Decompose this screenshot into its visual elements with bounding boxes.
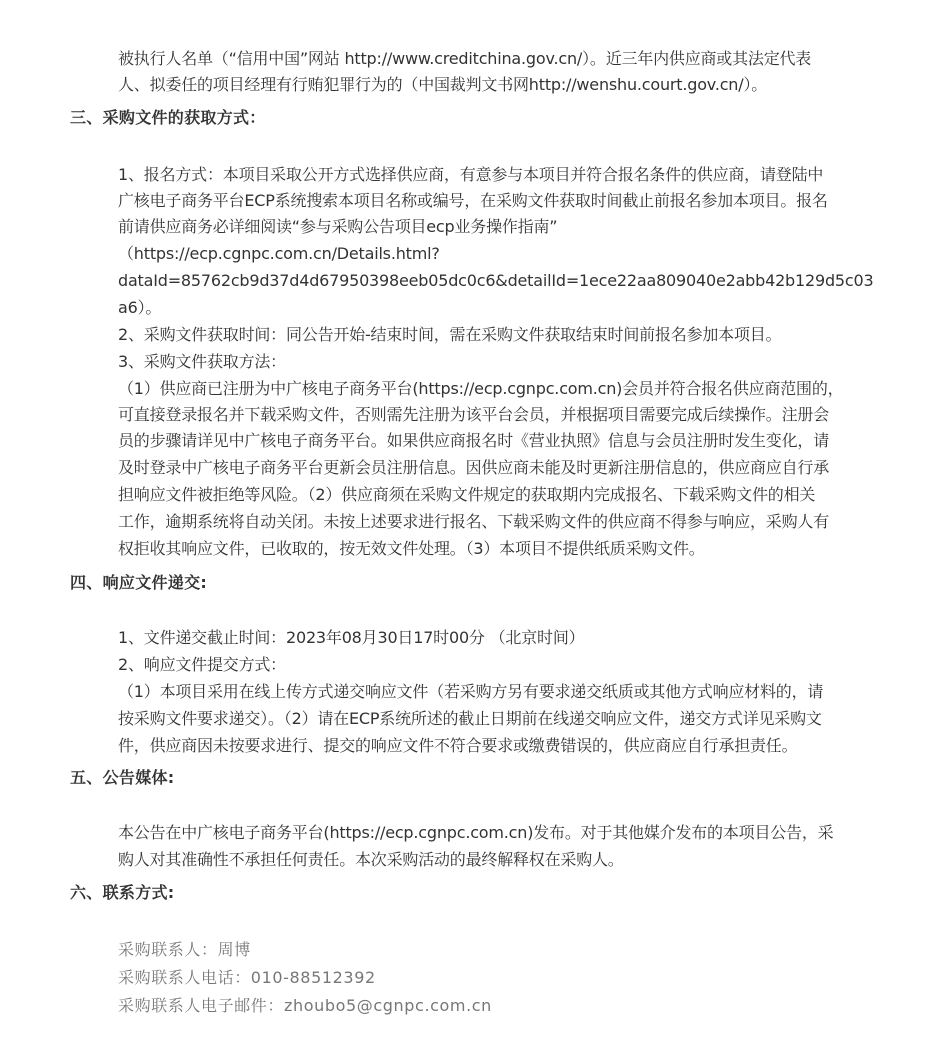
section-4-line: 2、响应文件提交方式： [118,655,286,674]
section-5-heading: 五、公告媒体: [70,768,175,787]
contact-phone: 采购联系人电话：010-88512392 [118,968,376,987]
section-3-line: 广核电子商务平台ECP系统搜索本项目名称或编号，在采购文件获取时间截止前报名参加本项目。报名 [118,191,828,210]
section-4-line: 1、文件递交截止时间：2023年08月30日17时00分 （北京时间） [118,628,585,647]
section-3-line: 可直接登录报名并下载采购文件，否则需先注册为该平台会员，并根据项目需要完成后续操作。注册会 [118,405,830,424]
section-3-line: 权拒收其响应文件，已收取的，按无效文件处理。（3）本项目不提供纸质采购文件。 [118,539,705,558]
section-4-heading: 四、响应文件递交: [70,573,208,592]
section-3-heading: 三、采购文件的获取方式： [70,108,266,127]
section-3-line: 3、采购文件获取方法： [118,352,286,371]
intro-line: 被执行人名单（“信用中国”网站 http://www.creditchina.gov.cn/）。近三年内供应商或其法定代表 [118,49,812,68]
section-3-line: 员的步骤请详见中广核电子商务平台。如果供应商报名时《营业执照》信息与会员注册时发生变化，请 [118,431,830,450]
section-3-link-line: （https://ecp.cgnpc.com.cn/Details.html? [118,244,440,263]
contact-person: 采购联系人：周博 [118,940,251,959]
section-3-line: 及时登录中广核电子商务平台更新会员注册信息。因供应商未能及时更新注册信息的，供应商应自行承 [118,458,830,477]
section-3-line: 1、报名方式：本项目采取公开方式选择供应商，有意参与本项目并符合报名条件的供应商，请登陆中 [118,165,824,184]
section-6-heading: 六、联系方式: [70,883,175,902]
section-4-line: 按采购文件要求递交）。（2）请在ECP系统所述的截止日期前在线递交响应文件，递交方式详见采购文 [118,709,822,728]
section-4-line: 件，供应商因未按要求进行、提交的响应文件不符合要求或缴费错误的，供应商应自行承担责任。 [118,736,798,755]
contact-email: 采购联系人电子邮件：zhoubo5@cgnpc.com.cn [118,996,492,1015]
section-3-line: 工作，逾期系统将自动关闭。未按上述要求进行报名、下载采购文件的供应商不得参与响应，采购人有 [118,512,830,531]
section-4-line: （1）本项目采用在线上传方式递交响应文件（若采购方另有要求递交纸质或其他方式响应材料的，请 [118,682,824,701]
section-3-line: 担响应文件被拒绝等风险。（2）供应商须在采购文件规定的获取期内完成报名、下载采购文件的相关 [118,485,816,504]
section-5-line: 购人对其准确性不承担任何责任。本次采购活动的最终解释权在采购人。 [118,850,624,869]
section-3-line: 前请供应商务必详细阅读“参与采购公告项目ecp业务操作指南” [118,217,558,236]
section-3-line: （1）供应商已注册为中广核电子商务平台(https://ecp.cgnpc.com.cn)会员并符合报名供应商范围的， [118,379,844,398]
section-3-link-line: dataId=85762cb9d37d4d67950398eeb05dc0c6&detailId=1ece22aa809040e2abb42b129d5c03 [118,271,874,290]
section-3-line: 2、采购文件获取时间：同公告开始-结束时间，需在采购文件获取结束时间前报名参加本项目。 [118,325,782,344]
section-5-line: 本公告在中广核电子商务平台(https://ecp.cgnpc.com.cn)发布。对于其他媒介发布的本项目公告，采 [118,823,834,842]
section-3-link-line: a6）。 [118,298,162,317]
intro-line: 人、拟委任的项目经理有行贿犯罪行为的（中国裁判文书网http://wenshu.court.gov.cn/）。 [118,75,768,94]
